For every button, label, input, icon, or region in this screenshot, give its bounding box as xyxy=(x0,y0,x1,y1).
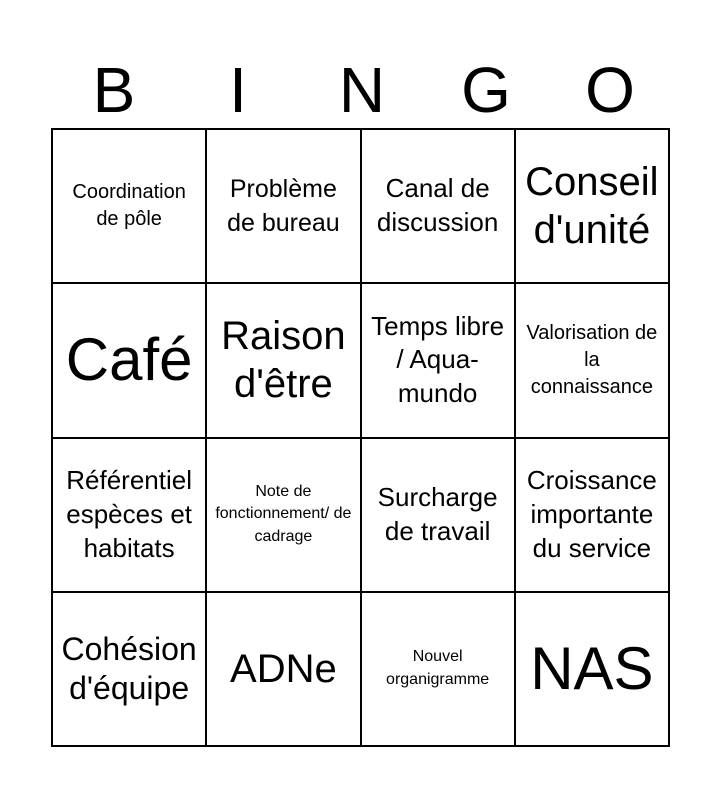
cell-text: Surcharge de travail xyxy=(377,481,498,546)
cell-text: Problème de bureau xyxy=(227,174,340,238)
cell-text: NAS xyxy=(530,634,654,702)
bingo-cell[interactable] xyxy=(52,438,206,592)
bingo-cell[interactable] xyxy=(206,592,360,746)
bingo-cell[interactable] xyxy=(515,592,669,746)
cell-text: Conseil d'unité xyxy=(525,160,659,253)
cell-text: Référentiel espèces et habitats xyxy=(66,464,192,563)
cell-text: Croissance importante du service xyxy=(526,464,657,563)
header-letter-o: O xyxy=(585,54,635,126)
header-letter-i: I xyxy=(229,54,247,126)
bingo-cell[interactable] xyxy=(361,129,515,283)
cell-text: Raison d'être xyxy=(221,314,346,407)
cell-text: Nouvel organigramme xyxy=(386,648,490,688)
bingo-cell[interactable] xyxy=(515,438,669,592)
cell-text: Valorisation de la connaissance xyxy=(526,321,658,398)
bingo-cell[interactable] xyxy=(515,283,669,437)
header-letter-b: B xyxy=(92,54,136,126)
bingo-cell[interactable] xyxy=(361,438,515,592)
cell-text: Temps libre / Aqua-mundo xyxy=(371,310,505,409)
bingo-card-grid xyxy=(51,128,670,747)
cell-text: Cohésion d'équipe xyxy=(61,630,197,706)
bingo-cell[interactable] xyxy=(52,129,206,283)
bingo-header xyxy=(52,52,672,128)
header-letter-n: N xyxy=(338,54,386,126)
cell-text: Note de fonctionnement/ de cadrage xyxy=(215,483,352,545)
bingo-cell[interactable] xyxy=(206,438,360,592)
bingo-cell[interactable] xyxy=(206,283,360,437)
bingo-cell[interactable] xyxy=(52,592,206,746)
cell-text: Café xyxy=(65,326,193,394)
cell-text: Canal de discussion xyxy=(376,173,499,238)
header-letter-g: G xyxy=(461,54,511,126)
bingo-cell[interactable] xyxy=(361,283,515,437)
bingo-cell[interactable] xyxy=(206,129,360,283)
bingo-cell[interactable] xyxy=(361,592,515,746)
cell-text: ADNe xyxy=(230,646,337,691)
bingo-cell[interactable] xyxy=(52,283,206,437)
bingo-cell[interactable] xyxy=(515,129,669,283)
cell-text: Coordination de pôle xyxy=(72,181,186,231)
